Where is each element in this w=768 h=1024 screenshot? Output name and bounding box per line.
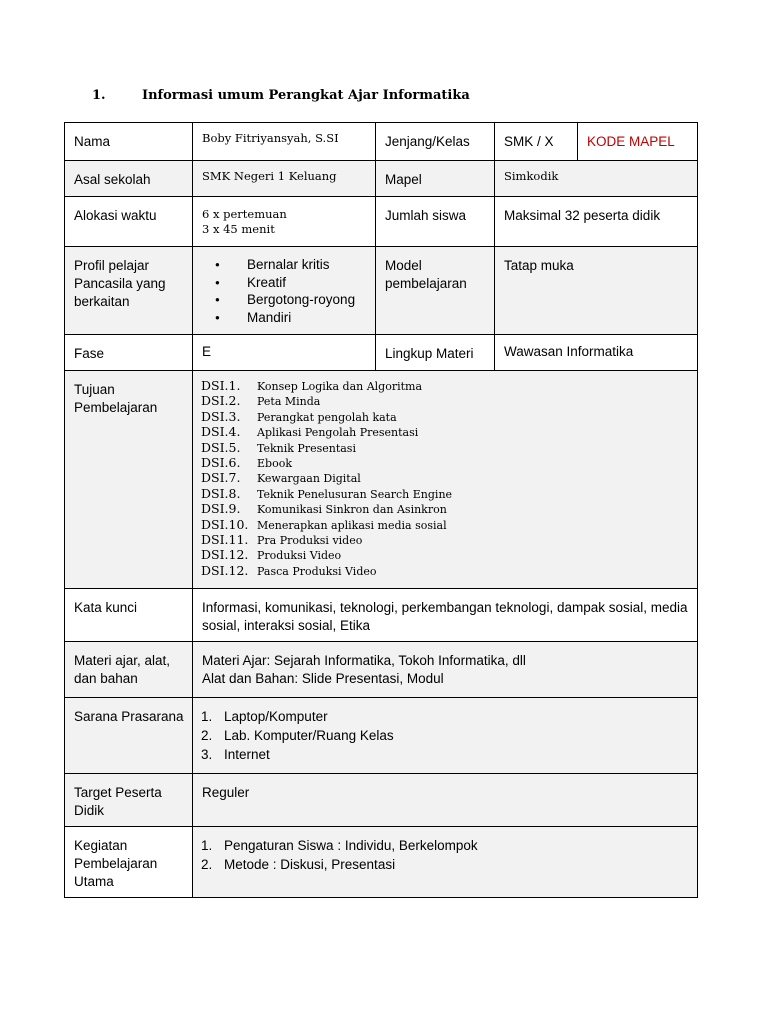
list-item: DSI.2. Peta Minda [201, 393, 321, 409]
label-tujuan-pembelajaran: Tujuan Pembelajaran [74, 382, 158, 415]
list-item: 2. Lab. Komputer/Ruang Kelas [201, 728, 394, 743]
label-sarana: Sarana Prasarana [74, 709, 184, 724]
label-model-pembelajaran: Model pembelajaran [385, 258, 467, 291]
list-item: 3. Internet [201, 747, 270, 762]
label-lingkup-materi: Lingkup Materi [385, 346, 474, 361]
list-item: 1. Laptop/Komputer [201, 709, 328, 724]
list-item: DSI.3. Perangkat pengolah kata [201, 408, 397, 424]
value-durasi: 3 x 45 menit [202, 222, 275, 236]
value-lingkup-materi: Wawasan Informatika [504, 344, 634, 359]
row-alokasi-waktu [65, 197, 698, 247]
section-heading [92, 88, 470, 103]
row-tujuan-pembelajaran [65, 371, 698, 589]
row-kata-kunci [65, 589, 698, 642]
row-kegiatan [65, 827, 698, 898]
row-sarana [65, 698, 698, 774]
list-item: DSI.1. Konsep Logika dan Algoritma [201, 378, 423, 393]
list-item: DSI.9. Komunikasi Sinkron dan Asinkron [201, 501, 447, 517]
value-pertemuan: 6 x pertemuan [202, 207, 287, 221]
label-kegiatan: Kegiatan Pembelajaran Utama [74, 838, 158, 889]
list-item: DSI.10. Menerapkan aplikasi media sosial [201, 516, 447, 532]
label-profil-pelajar: Profil pelajar Pancasila yang berkaitan [74, 258, 166, 309]
value-materi-ajar: Materi Ajar: Sejarah Informatika, Tokoh Informatika, dll [202, 653, 526, 668]
label-materi: Materi ajar, alat, dan bahan [74, 653, 171, 686]
sarana-list [193, 698, 697, 764]
value-alat-bahan: Alat dan Bahan: Slide Presentasi, Modul [202, 671, 444, 686]
list-item: ● Mandiri [211, 309, 375, 327]
value-nama: Boby Fitriyansyah, S.SI [202, 131, 339, 145]
profil-list [193, 247, 375, 326]
list-item: 1. Pengaturan Siswa : Individu, Berkelompok [201, 838, 478, 853]
value-fase: E [202, 344, 212, 359]
label-nama: Nama [74, 134, 111, 149]
tujuan-list [193, 371, 697, 582]
value-asal-sekolah: SMK Negeri 1 Keluang [202, 169, 337, 183]
info-table [64, 122, 698, 898]
list-item: DSI.12. Produksi Video [201, 547, 342, 563]
list-item: DSI.12. Pasca Produksi Video [201, 562, 377, 578]
row-nama [65, 123, 698, 161]
section-number: 1. [92, 88, 106, 103]
value-jumlah-siswa: Maksimal 32 peserta didik [504, 208, 661, 223]
value-mapel: Simkodik [504, 169, 559, 183]
label-fase: Fase [74, 346, 105, 361]
label-mapel: Mapel [385, 172, 422, 187]
row-materi [65, 642, 698, 698]
list-item: ● Bernalar kritis [211, 256, 375, 274]
kode-mapel: KODE MAPEL [587, 134, 675, 149]
value-jenjang: SMK / X [504, 134, 554, 149]
list-item: DSI.11. Pra Produksi video [201, 531, 363, 547]
kegiatan-list [193, 827, 697, 874]
row-target [65, 774, 698, 827]
list-item: DSI.5. Teknik Presentasi [201, 439, 356, 455]
list-item: DSI.6. Ebook [201, 454, 292, 470]
label-jumlah-siswa: Jumlah siswa [385, 208, 467, 223]
list-item: ● Kreatif [211, 274, 375, 292]
label-alokasi-waktu: Alokasi waktu [74, 208, 157, 223]
row-fase [65, 335, 698, 371]
label-jenjang: Jenjang/Kelas [385, 134, 470, 149]
value-model-pembelajaran: Tatap muka [504, 258, 574, 273]
label-kata-kunci: Kata kunci [74, 600, 138, 615]
list-item: 2. Metode : Diskusi, Presentasi [201, 857, 396, 872]
value-target: Reguler [202, 785, 250, 800]
list-item: DSI.8. Teknik Penelusuran Search Engine [201, 485, 453, 501]
list-item: ● Bergotong-royong [211, 291, 375, 309]
list-item: DSI.4. Aplikasi Pengolah Presentasi [201, 424, 419, 440]
label-asal-sekolah: Asal sekolah [74, 172, 151, 187]
section-title: Informasi umum Perangkat Ajar Informatika [142, 88, 470, 103]
label-target: Target Peserta Didik [74, 785, 162, 818]
row-profil-pelajar [65, 247, 698, 335]
value-kata-kunci: Informasi, komunikasi, teknologi, perkembangan teknologi, dampak sosial, media sosial, interaksi sosial, Etika [202, 600, 688, 633]
list-item: DSI.7. Kewargaan Digital [201, 470, 361, 486]
row-asal-sekolah [65, 161, 698, 197]
